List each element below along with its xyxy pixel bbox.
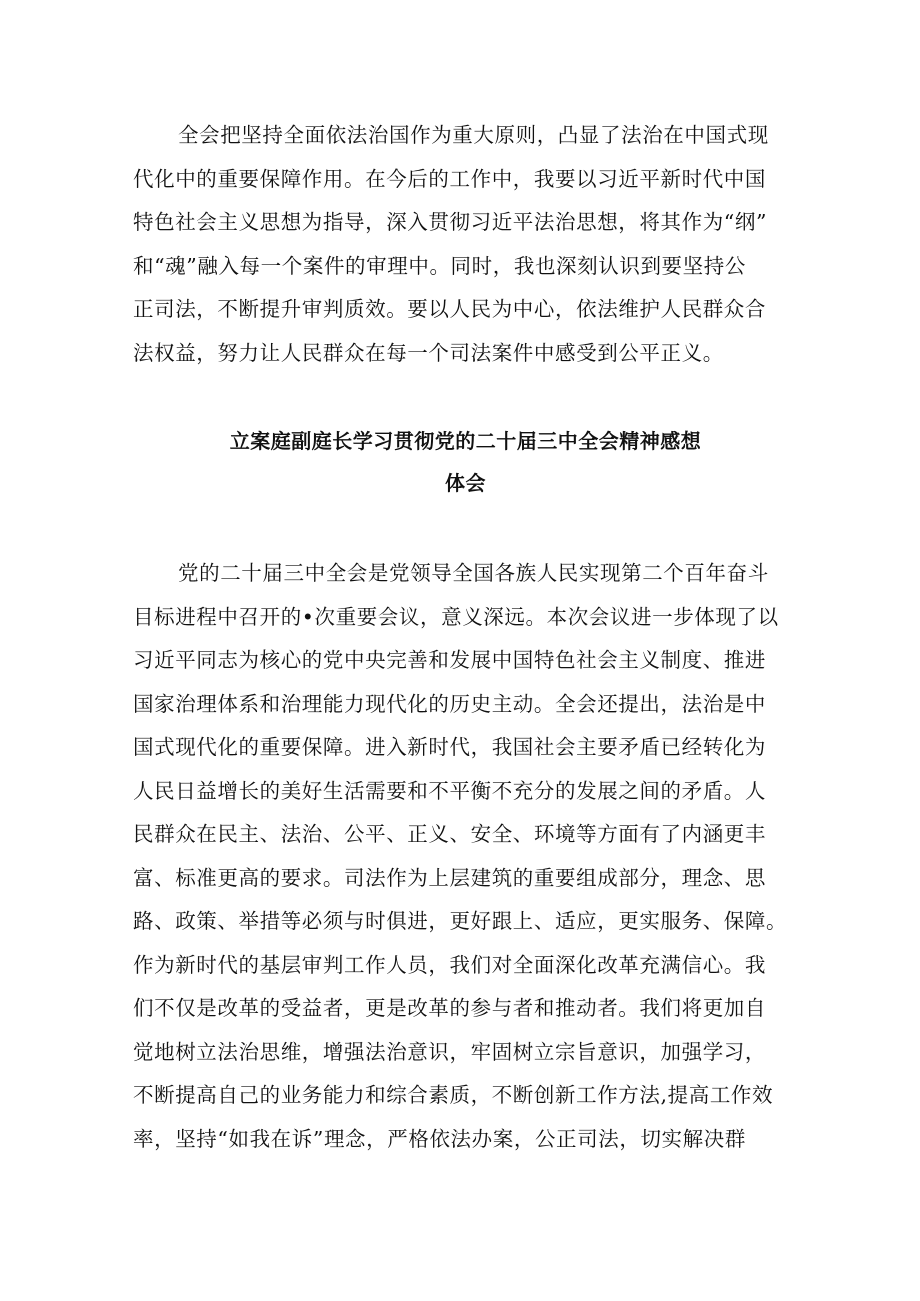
paragraph-line: 习近平同志为核心的党中央完善和发展中国特色社会主义制度、推进 (133, 648, 766, 672)
paragraph-line: 觉地树立法治思维，增强法治意识，牢固树立宗旨意识，加强学习， (133, 1039, 766, 1064)
paragraph-line: 不断提高自己的业务能力和综合素质，不断创新工作方法,提高工作效 (133, 1083, 774, 1107)
paragraph-line: 富、标准更高的要求。司法作为上层建筑的重要组成部分，理念、思 (133, 865, 766, 890)
section-title (133, 420, 798, 504)
paragraph-line: 特色社会主义思想为指导，深入贯彻习近平法治思想，将其作为“纲” (133, 210, 768, 234)
paragraph-line: 法权益，努力让人民群众在每一个司法案件中感受到公平正义。 (133, 340, 724, 365)
paragraph-line: 国家治理体系和治理能力现代化的历史主动。全会还提出，法治是中 (133, 691, 766, 716)
paragraph-line: 党的二十届三中全会是党领导全国各族人民实现第二个百年奋斗 (178, 561, 769, 585)
paragraph-2 (133, 552, 798, 1161)
paragraph-line: 国式现代化的重要保障。进入新时代，我国社会主要矛盾已经转化为 (133, 735, 766, 759)
paragraph-line: 代化中的重要保障作用。在今后的工作中，我要以习近平新时代中国 (133, 166, 766, 191)
paragraph-line: 正司法，不断提升审判质效。要以人民为中心，依法维护人民群众合 (133, 297, 766, 321)
paragraph-line: 率，坚持“如我在诉”理念，严格依法办案，公正司法，切实解决群 (133, 1126, 746, 1151)
paragraph-line: 目标进程中召开的•次重要会议，意义深远。本次会议进一步体现了以 (133, 604, 779, 629)
paragraph-line: 路、政策、举措等必须与时俱进，更好跟上、适应，更实服务、保障。 (133, 909, 788, 933)
paragraph-line: 民群众在民主、法治、公平、正义、安全、环境等方面有了内涵更丰 (133, 822, 766, 846)
paragraph-line: 们不仅是改革的受益者，更是改革的参与者和推动者。我们将更加自 (133, 996, 766, 1020)
paragraph-line: 人民日益增长的美好生活需要和不平衡不充分的发展之间的矛盾。人 (133, 778, 766, 803)
section-title-line-1: 立案庭副庭长学习贯彻党的二十届三中全会精神感想 (229, 429, 702, 453)
paragraph-line: 全会把坚持全面依法治国作为重大原则，凸显了法治在中国式现 (178, 123, 769, 147)
paragraph-1 (133, 114, 798, 375)
paragraph-line: 作为新时代的基层审判工作人员，我们对全面深化改革充满信心。我 (133, 952, 766, 977)
section-title-line-2: 体会 (445, 471, 486, 495)
paragraph-line: 和“魂”融入每一个案件的审理中。同时，我也深刻认识到要坚持公 (133, 253, 746, 278)
